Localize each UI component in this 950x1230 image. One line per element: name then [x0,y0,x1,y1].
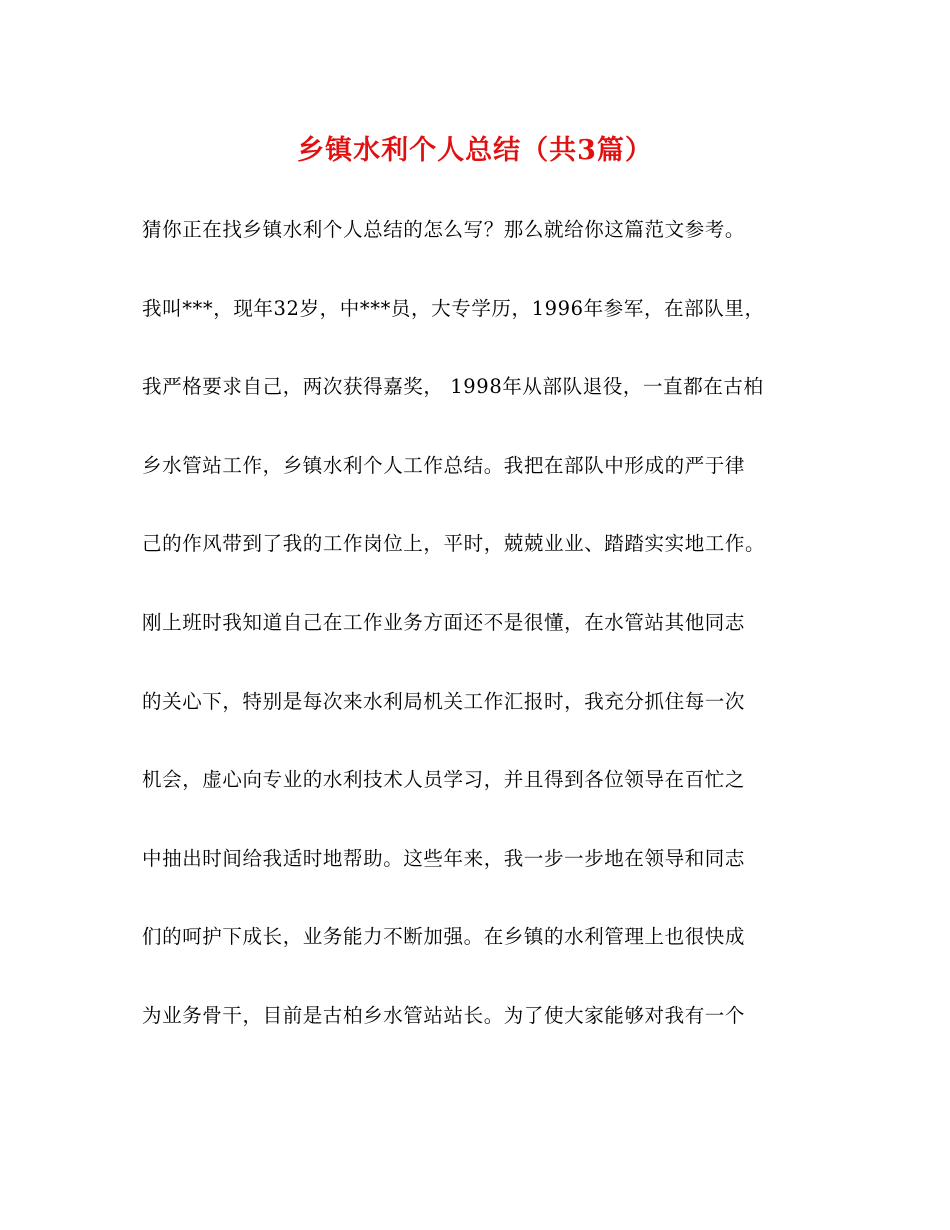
body-line: 机会，虚心向专业的水利技术人员学习，并且得到各位领导在百忙之 [142,768,746,792]
body-line: 己的作风带到了我的工作岗位上，平时，兢兢业业、踏踏实实地工作。 [142,532,766,556]
document-body [142,218,808,1083]
body-line: 刚上班时我知道自己在工作业务方面还不是很懂，在水管站其他同志 [142,610,746,634]
body-line: 的关心下，特别是每次来水利局机关工作汇报时，我充分抓住每一次 [142,689,746,713]
body-line: 乡水管站工作，乡镇水利个人工作总结。我把在部队中形成的严于律 [142,453,746,477]
body-line: 我叫***，现年32岁，中***员，大专学历，1996年参军，在部队里， [142,296,765,320]
body-line: 为业务骨干，目前是古柏乡水管站站长。为了使大家能够对我有一个 [142,1003,746,1027]
document-title: 乡镇水利个人总结（共3篇） [297,135,653,166]
body-line: 中抽出时间给我适时地帮助。这些年来，我一步一步地在领导和同志 [142,846,746,870]
body-line: 我严格要求自己，两次获得嘉奖， 1998年从部队退役，一直都在古柏 [142,375,764,399]
body-line: 们的呵护下成长，业务能力不断加强。在乡镇的水利管理上也很快成 [142,925,746,949]
body-line: 猜你正在找乡镇水利个人总结的怎么写？那么就给你这篇范文参考。 [142,218,746,241]
